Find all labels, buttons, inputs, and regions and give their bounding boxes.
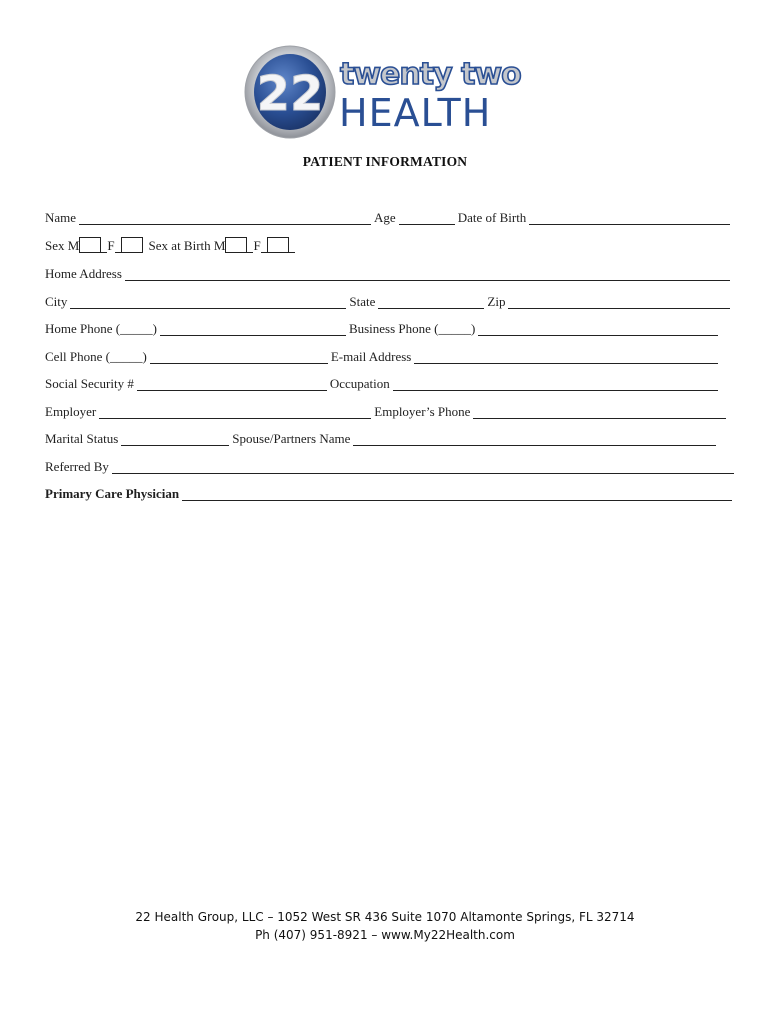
- age-label: Age: [374, 210, 396, 225]
- occupation-field[interactable]: [393, 376, 718, 391]
- dob-label: Date of Birth: [457, 210, 527, 225]
- business-phone-label: Business Phone (_____): [348, 321, 476, 336]
- dob-field[interactable]: [529, 210, 730, 225]
- name-label: Name: [45, 210, 77, 225]
- row-city: [45, 292, 730, 312]
- logo-number: 22: [256, 66, 324, 122]
- footer-contact: Ph (407) 951-8921 – www.My22Health.com: [255, 928, 515, 942]
- spouse-name-field[interactable]: [353, 431, 716, 446]
- row-marital: [45, 429, 730, 449]
- state-field[interactable]: [378, 294, 484, 309]
- row-sex: [45, 236, 295, 256]
- occupation-label: Occupation: [329, 376, 390, 391]
- employer-phone-field[interactable]: [473, 404, 726, 419]
- zip-field[interactable]: [508, 294, 730, 309]
- row-cell-email: [45, 347, 730, 367]
- home-address-label: Home Address: [45, 266, 122, 281]
- referred-by-field[interactable]: [112, 459, 734, 474]
- sex-at-birth-label: Sex at Birth M: [148, 238, 226, 253]
- sex-birth-m-checkbox[interactable]: [225, 237, 247, 253]
- form-title: PATIENT INFORMATION: [302, 154, 468, 169]
- zip-label: Zip: [487, 294, 506, 309]
- logo-text-health: HEALTH: [339, 91, 492, 135]
- cell-phone-label: Cell Phone (_____): [45, 349, 147, 364]
- city-label: City: [45, 294, 68, 309]
- employer-field[interactable]: [99, 404, 371, 419]
- row-referred: [45, 457, 734, 477]
- spouse-name-label: Spouse/Partners Name: [232, 431, 351, 446]
- employer-label: Employer: [45, 404, 97, 419]
- email-field[interactable]: [414, 349, 718, 364]
- name-field[interactable]: [79, 210, 371, 225]
- sex-f-checkbox[interactable]: [121, 237, 143, 253]
- logo-text-twenty-two: twenty two: [340, 57, 521, 92]
- referred-by-label: Referred By: [45, 459, 109, 474]
- footer-address: 22 Health Group, LLC – 1052 West SR 436 Suite 1070 Altamonte Springs, FL 32714: [135, 910, 635, 924]
- row-home-address: [45, 264, 730, 284]
- city-field[interactable]: [70, 294, 346, 309]
- sex-birth-f-label: F: [253, 238, 261, 253]
- sex-label: Sex M: [45, 238, 80, 253]
- ssn-field[interactable]: [137, 376, 327, 391]
- pcp-field[interactable]: [182, 486, 732, 501]
- row-pcp: [45, 484, 732, 504]
- row-employer: [45, 402, 730, 422]
- footer: [0, 908, 770, 944]
- business-phone-field[interactable]: [478, 321, 718, 336]
- row-phones: [45, 319, 730, 339]
- marital-status-field[interactable]: [121, 431, 229, 446]
- company-logo: [244, 44, 534, 140]
- home-phone-field[interactable]: [160, 321, 346, 336]
- pcp-label: Primary Care Physician: [45, 486, 180, 501]
- sex-f-label: F: [107, 238, 115, 253]
- sex-m-checkbox[interactable]: [79, 237, 101, 253]
- marital-status-label: Marital Status: [45, 431, 119, 446]
- email-label: E-mail Address: [330, 349, 412, 364]
- home-address-field[interactable]: [125, 266, 730, 281]
- employer-phone-label: Employer’s Phone: [374, 404, 471, 419]
- age-field[interactable]: [399, 210, 455, 225]
- state-label: State: [349, 294, 376, 309]
- underline: [289, 238, 295, 253]
- cell-phone-field[interactable]: [150, 349, 328, 364]
- ssn-label: Social Security #: [45, 376, 134, 391]
- home-phone-label: Home Phone (_____): [45, 321, 157, 336]
- row-name: [45, 208, 730, 228]
- sex-birth-f-checkbox[interactable]: [267, 237, 289, 253]
- row-ssn: [45, 374, 730, 394]
